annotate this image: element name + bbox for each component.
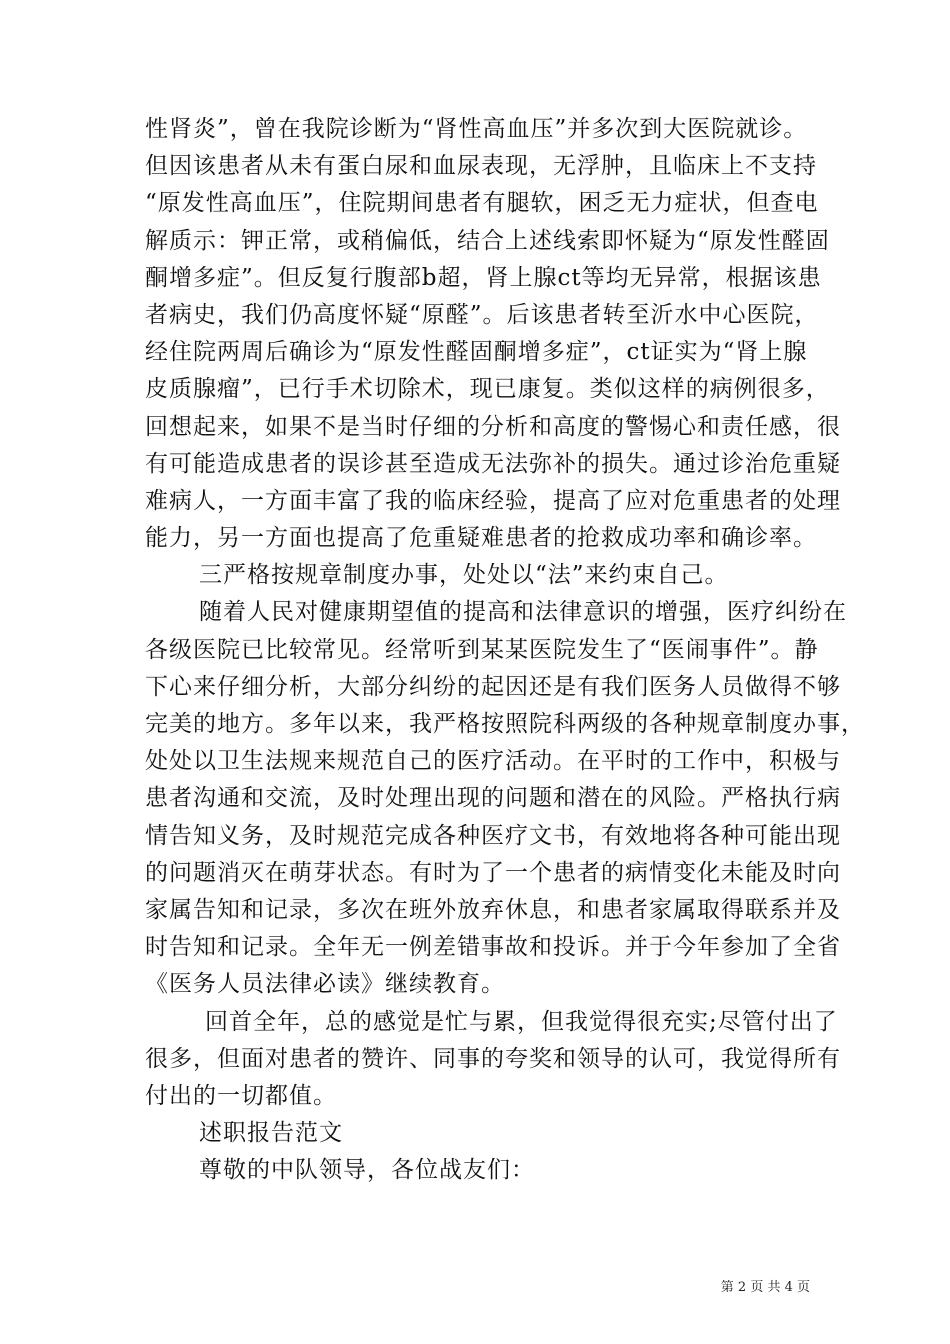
- section-heading-3: 三严格按规章制度办事，处处以“法”来约束自己。: [199, 562, 729, 589]
- text-line: “原发性高血压”，住院期间患者有腿软，困乏无力症状，但查电: [145, 190, 819, 217]
- text-line: 很多，但面对患者的赞许、同事的夸奖和领导的认可，我觉得所有: [145, 1045, 841, 1072]
- paragraph-case-report: [145, 111, 841, 557]
- text-line: 各级医院已比较常见。经常听到某某医院发生了“医闹事件”。静: [145, 636, 819, 663]
- text-line: 下心来仔细分析，大部分纠纷的起因还是有我们医务人员做得不够: [145, 673, 841, 700]
- text-line: 情告知义务，及时规范完成各种医疗文书，有效地将各种可能出现: [145, 822, 841, 849]
- text-line: 经住院两周后确诊为“原发性醛固酮增多症”，ct证实为“肾上腺: [145, 339, 808, 366]
- text-line: 皮质腺瘤”，已行手术切除术，现已康复。类似这样的病例很多，: [145, 376, 830, 403]
- paragraph-summary: [145, 1004, 841, 1116]
- text-line: 时告知和记录。全年无一例差错事故和投诉。并于今年参加了全省: [145, 934, 841, 961]
- paragraph-regulations: [145, 594, 865, 1003]
- text-line: 随着人民对健康期望值的提高和法律意识的增强，医疗纠纷在: [199, 599, 847, 626]
- text-line: 患者沟通和交流，及时处理出现的问题和潜在的风险。严格执行病: [145, 785, 841, 812]
- section-title: 述职报告范文: [199, 1120, 343, 1147]
- text-line: 回想起来，如果不是当时仔细的分析和高度的警惕心和责任感，很: [145, 413, 841, 440]
- text-line: 能力，另一方面也提高了危重疑难患者的抢救成功率和确诊率。: [145, 525, 817, 552]
- text-line: 回首全年，总的感觉是忙与累，但我觉得很充实;尽管付出了: [205, 1008, 838, 1035]
- text-line: 难病人，一方面丰富了我的临床经验，提高了应对危重患者的处理: [145, 487, 841, 514]
- text-line: 解质示：钾正常，或稍偏低，结合上述线索即怀疑为“原发性醛固: [145, 227, 830, 254]
- text-line: 家属告知和记录，多次在班外放弃休息，和患者家属取得联系并及: [145, 896, 841, 923]
- text-line: 酮增多症”。但反复行腹部b超，肾上腺ct等均无异常，根据该患: [145, 264, 822, 291]
- text-line: 《医务人员法律必读》继续教育。: [145, 971, 505, 998]
- salutation: 尊敬的中队领导，各位战友们：: [199, 1157, 535, 1184]
- text-line: 性肾炎”，曾在我院诊断为“肾性高血压”并多次到大医院就诊。: [145, 116, 808, 142]
- text-line: 完美的地方。多年以来，我严格按照院科两级的各种规章制度办事，: [145, 711, 865, 737]
- text-line: 有可能造成患者的误诊甚至造成无法弥补的损失。通过诊治危重疑: [145, 450, 841, 477]
- text-line: 但因该患者从未有蛋白尿和血尿表现，无浮肿，且临床上不支持: [145, 153, 817, 180]
- text-line: 处处以卫生法规来规范自己的医疗活动。在平时的工作中，积极与: [145, 748, 841, 775]
- text-line: 者病史，我们仍高度怀疑“原醛”。后该患者转至沂水中心医院，: [145, 301, 819, 328]
- text-line: 付出的一切都值。: [145, 1082, 337, 1109]
- text-line: 的问题消灭在萌芽状态。有时为了一个患者的病情变化未能及时向: [145, 859, 841, 886]
- page-number: 第 2 页 共 4 页: [720, 1280, 810, 1295]
- document-body: [145, 111, 865, 1189]
